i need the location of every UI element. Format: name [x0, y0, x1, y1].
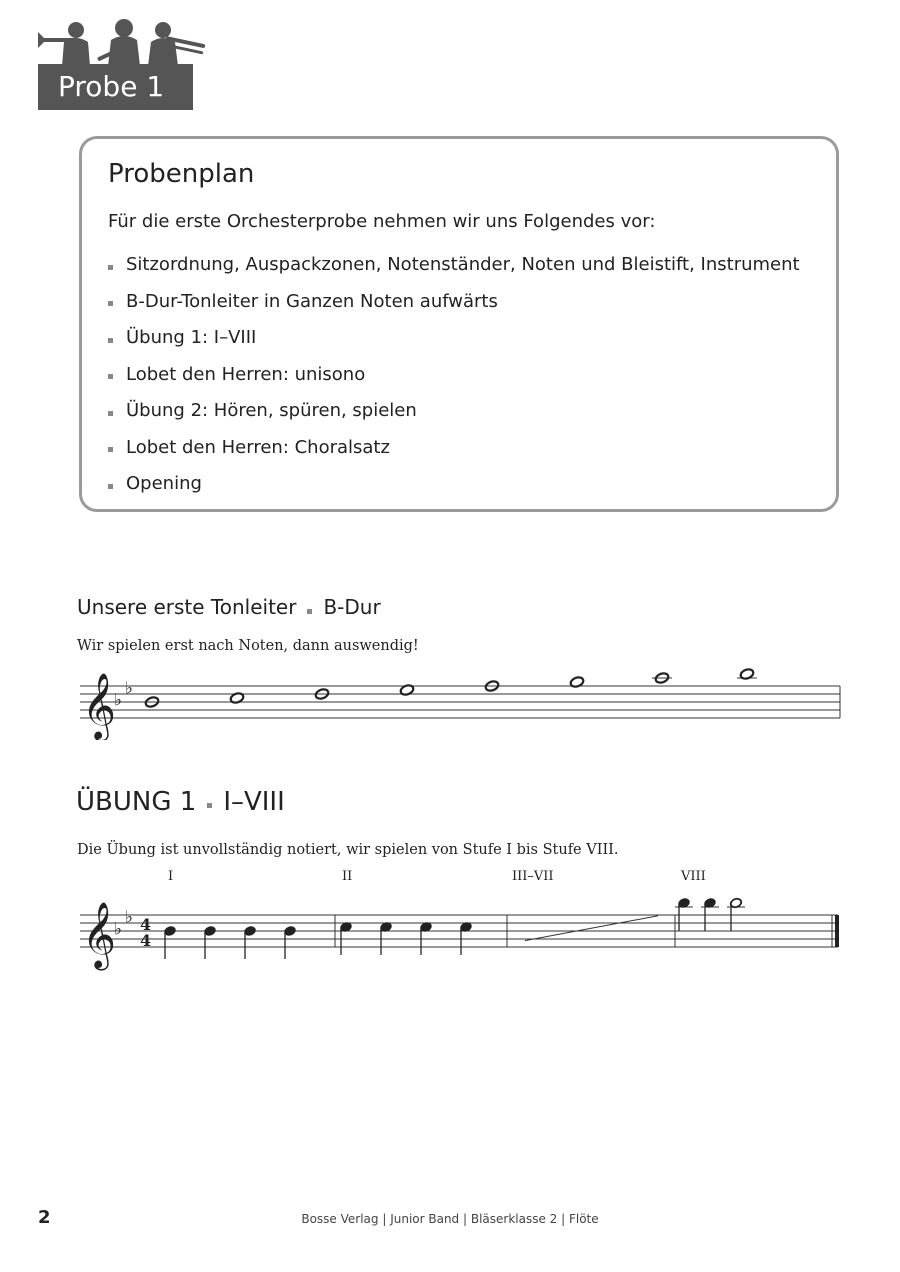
bullet-icon — [108, 338, 113, 343]
list-item-label: Sitzordnung, Auspackzonen, Notenständer, Noten und Bleistift, Instrument — [126, 254, 800, 275]
scale-key: B-Dur — [323, 595, 381, 619]
flat-icon: ♭ — [125, 677, 133, 698]
scale-instruction: Wir spielen erst nach Noten, dann auswendig! — [77, 638, 419, 654]
musicians-icon — [38, 16, 208, 68]
exercise-staff — [70, 885, 845, 975]
exercise-subtitle: I–VIII — [223, 787, 285, 817]
separator-icon — [207, 803, 212, 808]
list-item-label: Lobet den Herren: Choralsatz — [126, 436, 390, 458]
list-item-label: B-Dur-Tonleiter in Ganzen Noten aufwärts — [126, 290, 498, 312]
exercise-title: ÜBUNG 1 — [76, 787, 197, 817]
list-item-label: Übung 2: Hören, spüren, spielen — [126, 400, 417, 421]
stage-label: II — [342, 869, 353, 884]
time-signature-numerator: 4 — [140, 914, 152, 934]
bullet-icon — [108, 265, 113, 270]
list-item — [108, 466, 800, 503]
bullet-icon — [108, 301, 113, 306]
list-item — [108, 393, 800, 430]
scale-staff — [70, 660, 845, 740]
exercise-heading — [76, 787, 285, 817]
list-item — [108, 247, 800, 284]
separator-icon — [307, 609, 312, 614]
stage-label: III–VII — [512, 869, 554, 884]
flat-icon: ♭ — [125, 906, 133, 927]
bullet-icon — [108, 374, 113, 379]
stage-label: I — [168, 869, 174, 884]
list-item — [108, 430, 800, 467]
plan-title: Probenplan — [108, 159, 255, 189]
bullet-icon — [108, 447, 113, 452]
list-item — [108, 357, 800, 394]
page-number: 2 — [38, 1207, 51, 1228]
list-item-label: Lobet den Herren: unisono — [126, 363, 366, 385]
exercise-instruction: Die Übung ist unvollständig notiert, wir spielen von Stufe I bis Stufe VIII. — [77, 842, 619, 858]
flat-icon: ♭ — [114, 689, 122, 710]
bullet-icon — [108, 411, 113, 416]
scale-title: Unsere erste Tonleiter — [77, 595, 297, 619]
footer-text: Bosse Verlag | Junior Band | Bläserklasse 2 | Flöte — [301, 1212, 599, 1226]
plan-list — [108, 247, 800, 503]
scale-heading — [77, 595, 381, 619]
time-signature-denominator: 4 — [140, 930, 152, 950]
list-item — [108, 284, 800, 321]
treble-clef-icon: 𝄞 — [82, 901, 117, 969]
list-item-label: Übung 1: I–VIII — [126, 327, 257, 348]
rehearsal-badge: Probe 1 — [38, 64, 193, 110]
continuation-line — [525, 916, 658, 941]
flat-icon: ♭ — [114, 918, 122, 939]
stage-label: VIII — [681, 869, 706, 884]
list-item-label: Opening — [126, 473, 202, 494]
rehearsal-plan-box — [79, 136, 839, 512]
bullet-icon — [108, 484, 113, 489]
treble-clef-icon: 𝄞 — [82, 672, 117, 740]
plan-intro: Für die erste Orchesterprobe nehmen wir uns Folgendes vor: — [108, 211, 656, 232]
list-item — [108, 320, 800, 357]
